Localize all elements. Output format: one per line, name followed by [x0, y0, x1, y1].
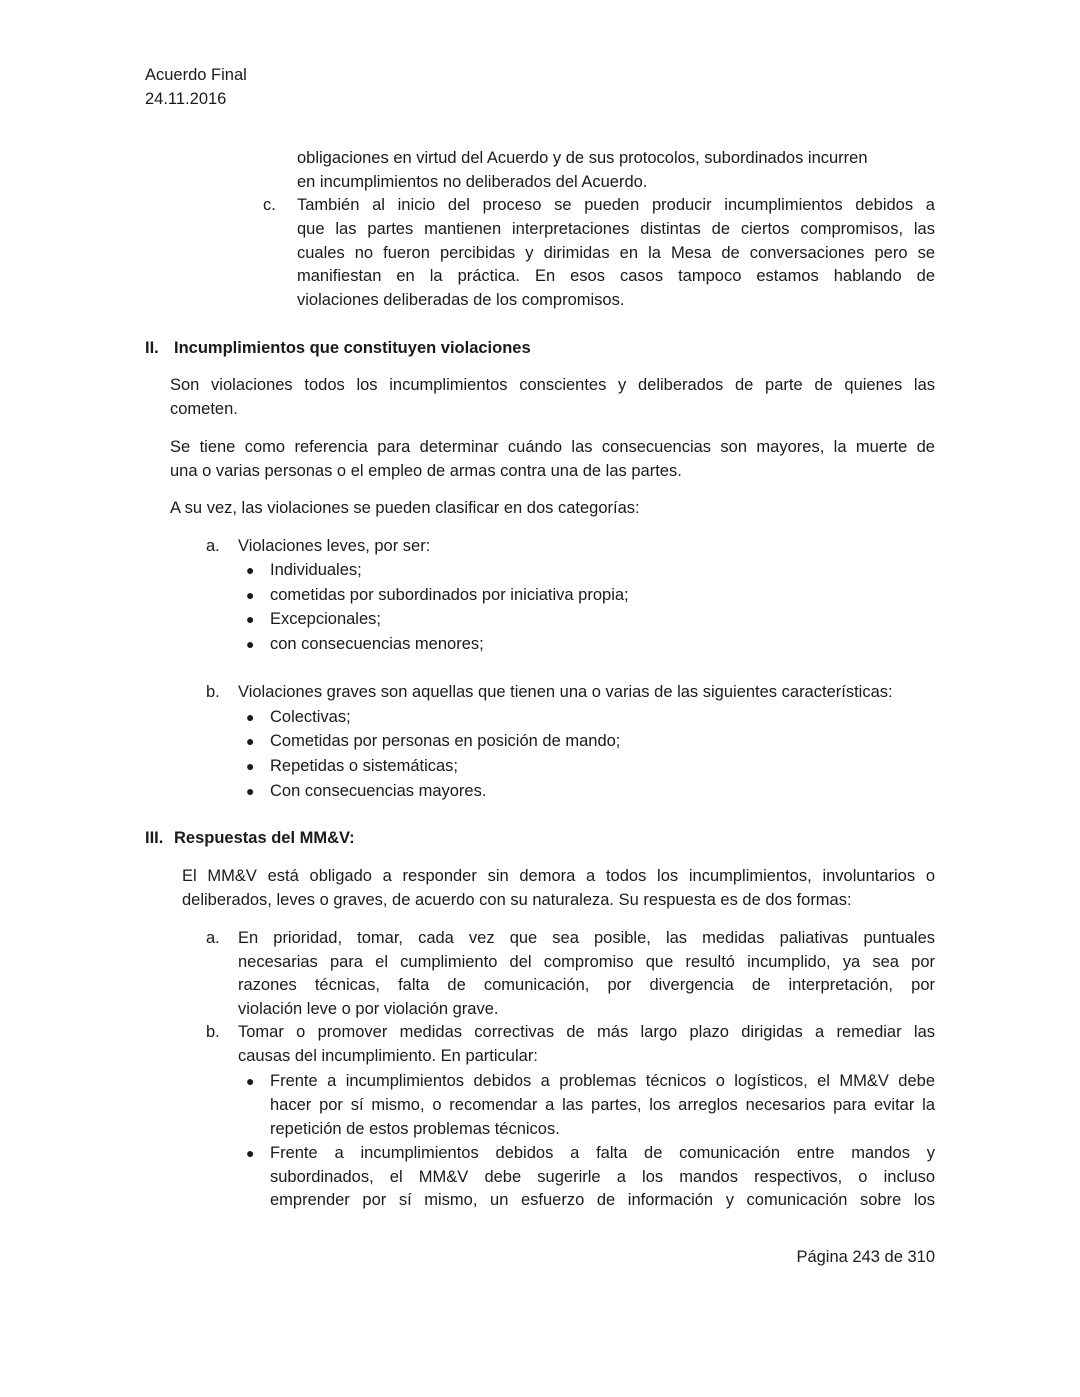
list-item-text: Violaciones leves, por ser:: [238, 537, 431, 555]
bullet-item: Repetidas o sistemáticas;: [270, 757, 459, 775]
section-number: III.: [145, 829, 164, 847]
bullet-line: Frente a incumplimientos debidos a falta de comunicación entre mandos y: [270, 1144, 935, 1162]
section-heading: Respuestas del MM&V:: [174, 829, 355, 847]
paragraph-line: una o varias personas o el empleo de armas contra una de las partes.: [170, 462, 682, 480]
bullet-line: emprender por sí mismo, un esfuerzo de información y comunicación sobre los: [270, 1191, 935, 1209]
text-line: obligaciones en virtud del Acuerdo y de sus protocolos, subordinados incurren: [297, 149, 868, 167]
list-label: a.: [206, 537, 220, 555]
list-label: c.: [263, 196, 276, 214]
list-label: b.: [206, 683, 220, 701]
list-label: a.: [206, 929, 220, 947]
paragraph-line: Se tiene como referencia para determinar cuándo las consecuencias son mayores, la muerte de: [170, 438, 935, 456]
document-title: Acuerdo Final: [145, 66, 247, 84]
page-number: Página 243 de 310: [796, 1248, 935, 1266]
bullet-item: Cometidas por personas en posición de mando;: [270, 732, 621, 750]
text-line: En prioridad, tomar, cada vez que sea posible, las medidas paliativas puntuales: [238, 929, 935, 947]
paragraph-line: A su vez, las violaciones se pueden clasificar en dos categorías:: [170, 499, 640, 517]
bullet-icon: ●: [246, 636, 255, 652]
bullet-line: subordinados, el MM&V debe sugerirle a los mandos respectivos, o incluso: [270, 1168, 935, 1186]
bullet-item: Excepcionales;: [270, 610, 381, 628]
paragraph-line: El MM&V está obligado a responder sin demora a todos los incumplimientos, involuntarios o: [182, 867, 935, 885]
paragraph-line: cometen.: [170, 400, 238, 418]
text-line: necesarias para el cumplimiento del compromiso que resultó incumplido, ya sea por: [238, 953, 935, 971]
text-line: cuales no fueron percibidas y dirimidas en la Mesa de conversaciones pero se: [297, 244, 935, 262]
text-line: También al inicio del proceso se pueden producir incumplimientos debidos a: [297, 196, 935, 214]
section-number: II.: [145, 339, 159, 357]
text-line: Tomar o promover medidas correctivas de más largo plazo dirigidas a remediar las: [238, 1023, 935, 1041]
list-item-text: Violaciones graves son aquellas que tienen una o varias de las siguientes características:: [238, 683, 893, 701]
bullet-line: Frente a incumplimientos debidos a problemas técnicos o logísticos, el MM&V debe: [270, 1072, 935, 1090]
bullet-icon: ●: [246, 587, 255, 603]
bullet-icon: ●: [246, 1073, 255, 1089]
bullet-icon: ●: [246, 1145, 255, 1161]
bullet-item: Individuales;: [270, 561, 362, 579]
list-label: b.: [206, 1023, 220, 1041]
bullet-icon: ●: [246, 758, 255, 774]
bullet-icon: ●: [246, 783, 255, 799]
bullet-item: cometidas por subordinados por iniciativa propia;: [270, 586, 629, 604]
paragraph-line: deliberados, leves o graves, de acuerdo con su naturaleza. Su respuesta es de dos formas:: [182, 891, 852, 909]
bullet-item: con consecuencias menores;: [270, 635, 484, 653]
paragraph-line: Son violaciones todos los incumplimientos conscientes y deliberados de parte de quienes las: [170, 376, 935, 394]
text-line: violaciones deliberadas de los compromisos.: [297, 291, 625, 309]
bullet-line: repetición de estos problemas técnicos.: [270, 1120, 560, 1138]
bullet-item: Colectivas;: [270, 708, 351, 726]
document-date: 24.11.2016: [145, 90, 227, 108]
bullet-line: hacer por sí mismo, o recomendar a las partes, los arreglos necesarios para evitar la: [270, 1096, 935, 1114]
text-line: en incumplimientos no deliberados del Acuerdo.: [297, 173, 648, 191]
text-line: violación leve o por violación grave.: [238, 1000, 499, 1018]
bullet-icon: ●: [246, 709, 255, 725]
text-line: que las partes mantienen interpretaciones distintas de ciertos compromisos, las: [297, 220, 935, 238]
bullet-icon: ●: [246, 562, 255, 578]
text-line: causas del incumplimiento. En particular:: [238, 1047, 538, 1065]
bullet-icon: ●: [246, 611, 255, 627]
text-line: razones técnicas, falta de comunicación, por divergencia de interpretación, por: [238, 976, 935, 994]
text-line: manifiestan en la práctica. En esos casos tampoco estamos hablando de: [297, 267, 935, 285]
bullet-item: Con consecuencias mayores.: [270, 782, 487, 800]
bullet-icon: ●: [246, 733, 255, 749]
section-heading: Incumplimientos que constituyen violaciones: [174, 339, 531, 357]
